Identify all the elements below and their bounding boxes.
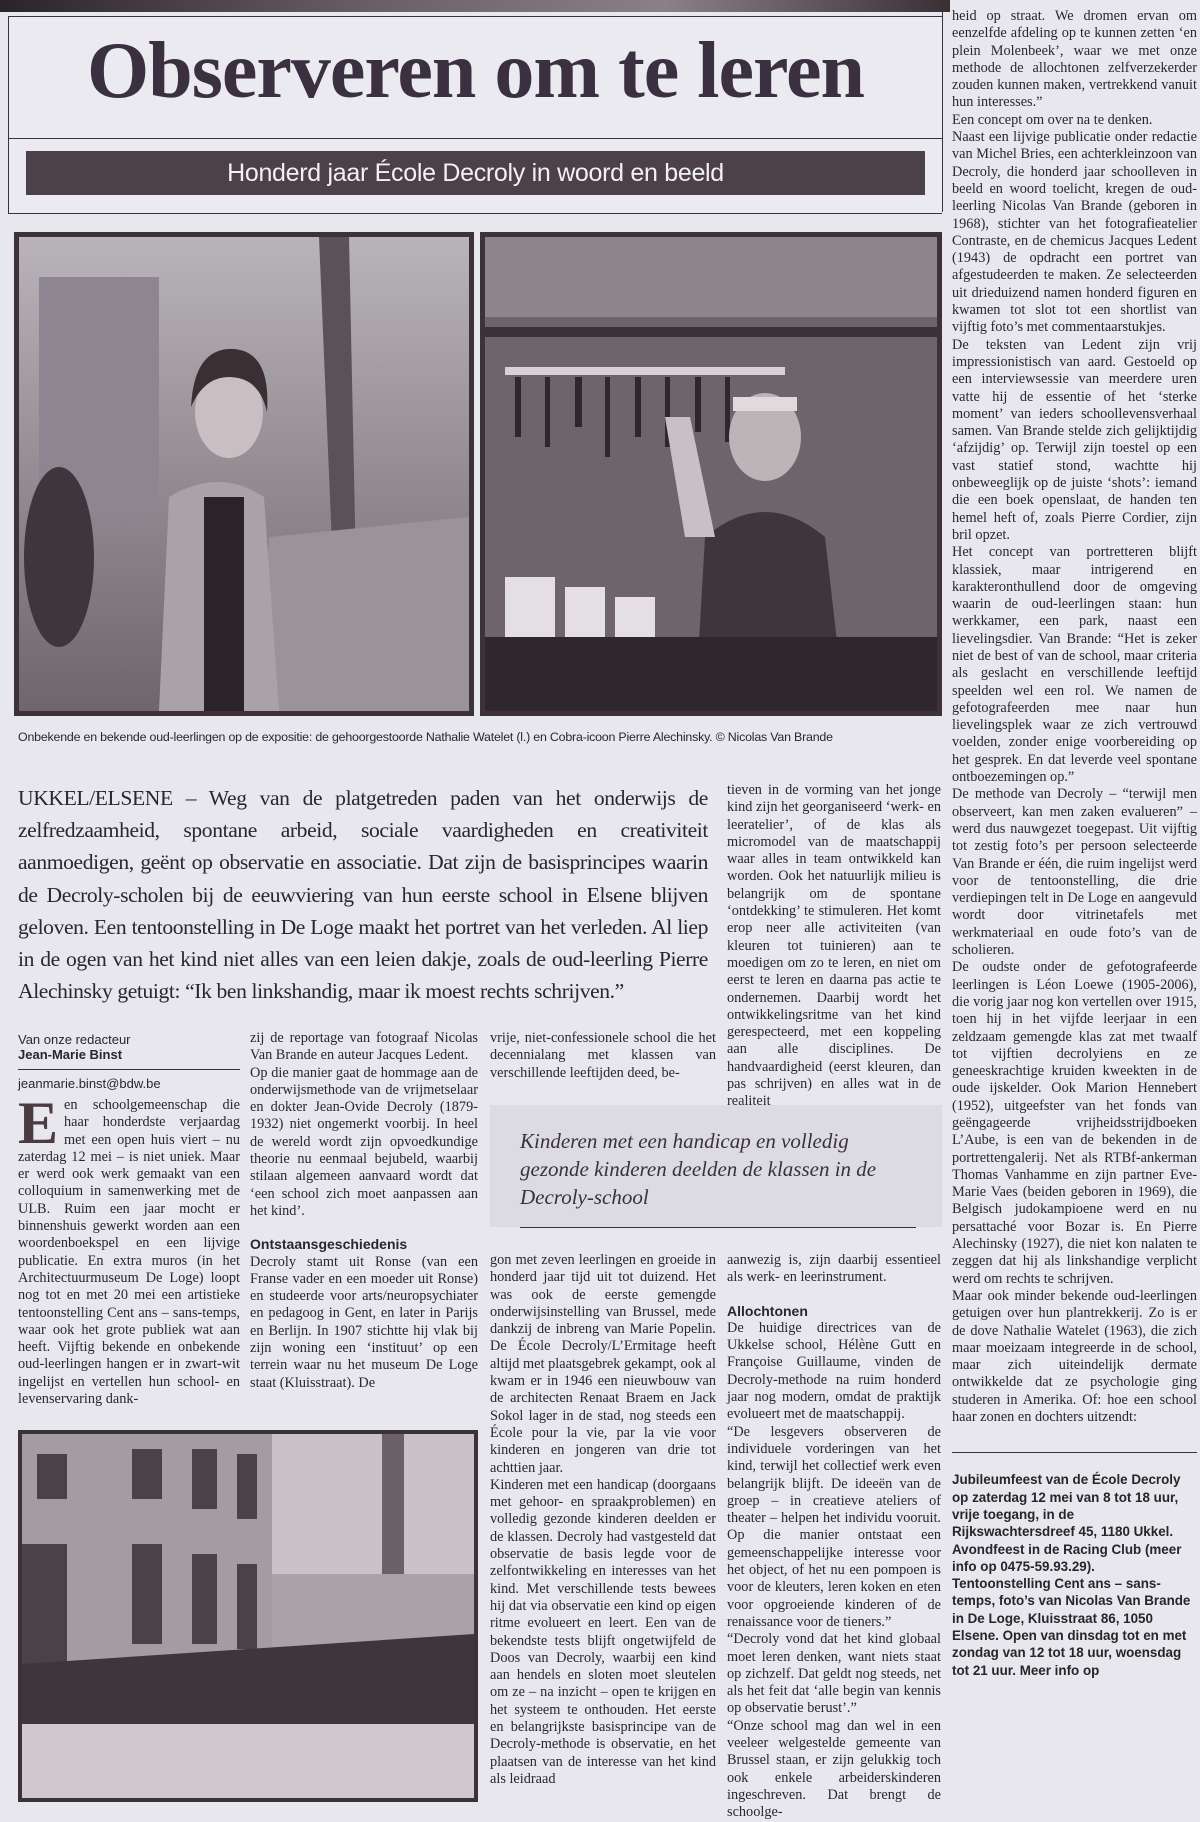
page-title: Observeren om te leren [86, 27, 865, 115]
pull-quote-divider [520, 1227, 916, 1228]
section-heading-ontstaansgeschiedenis: Ontstaansgeschiedenis [250, 1236, 408, 1253]
header-divider [9, 138, 942, 139]
event-info: Jubileumfeest van de École Decroly op zaterdag 12 mei van 8 tot 18 uur, vrije toegang, in de Rijkswachtersdreef 45, 1180 Ukkel. Avondfeest in de Racing Club (meer info op 0475-59.93.29). [952, 1472, 1182, 1574]
lead-paragraph: UKKEL/ELSENE – Weg van de platgetreden paden van het onderwijs de zelfredzaamheid, spontane arbeid, sociale vaardigheden en creativiteit aanmoedigen, geënt op observatie en associatie. Dat zijn de basisprincipes waarin de Decroly-scholen bij de eeuwviering van hun eerste school in Elsene blijven geloven. Een tentoonstelling in De Loge maakt het portret van het verleden. Al liep in de ogen van het kind niet alles van een leien dakje, zoals de oud-leerling Pierre Alechinsky getuigt: “Ik ben linkshandig, maar ik moest rechts schrijven.” [18, 786, 708, 1004]
section-heading-allochtonen: Allochtonen [727, 1302, 808, 1319]
info-divider [952, 1452, 1197, 1453]
paragraph: gon met zeven leerlingen en groeide in honderd jaar tijd uit tot duizend. Het was ook de eerste gemengde onderwijsinstelling van Brussel, mede dankzij de inbreng van Marie Popelin. De École Decroly/L’Ermitage heeft altijd met plaatsgebrek gekampt, ook al kwam er in 1946 een nieuwbouw van de architecten Renaat Braem en Jack Sokol lager in de stad, nog steeds een École pour la vie, par la vie voor kinderen en jongeren van drie tot achttien jaar. [490, 1252, 716, 1476]
paragraph: De huidige directrices van de Ukkelse school, Hélène Gutt en Françoise Guillaume, vinden de Decroly-methode na ruim honderd jaar nog modern, omdat de praktijk evolueert met de maatschappij. [727, 1319, 941, 1423]
column-rule [942, 12, 943, 212]
column-text: en schoolgemeenschap die haar honderdste verjaardag met een open huis viert – nu zaterdag 12 mei – is niet uniek. Maar er werd ook werk gemaakt van een colloquium in samenwerking met de ULB. Ruim een jaar mocht er binnenshuis gewerkt worden aan een woordenboekspel en een lijvige publicatie. En extra muros (in het Architectuurmuseum De Loge) loopt nog tot en met 20 mei een artistieke tentoonstelling Cent ans – sans-temps, waar ook het grote publiek wat aan heeft. Vijftig bekende en onbekende oud-leerlingen hangen er in zwart-wit ingelijst en vertellen hun school- en levenservaring dank- [18, 1097, 240, 1408]
article-column-4-top [727, 782, 941, 1110]
paragraph: Maar ook minder bekende oud-leerlingen getuigen over hun plantrekkerij. Zo is er de dove Nathalie Watelet (1963), die zich maar moeizaam integreerde in de school, maar zich uiteindelijk dermate ontwikkelde dat ze psychologie ging studeren in Amerika. Of: hoe een school haar zonen en dochters uitzendt: [952, 1287, 1197, 1426]
paragraph: “De lesgevers observeren de individuele vorderingen van het kind, terwijl het collectief werk even belangrijk blijft. De ideeën van de groep – in creatieve ateliers of theater – helpen het individu vooruit. Op die manier ontstaat een gemeenschappelijke interesse voor het object, of het nu een pompoen is voor de kleuters, leren koken en eten voor opgroeiende kinderen of de renaissance voor de tieners.” [727, 1423, 941, 1630]
article-column-1 [18, 1090, 240, 1415]
drop-cap: E [18, 1090, 59, 1156]
paragraph: De methode van Decroly – “terwijl men observeert, kan men zaken evalueren” – werd dus nauwgezet toegepast. Uit vijftig tot zestig foto’s per persoon selecteerde Van Brande er één, die ruim ingelijst werd voor de tentoonstelling, die drie verdiepingen telt in De Loge en aangevuld wordt door vitrinetafels met werkmateriaal en oude foto’s van de scholieren. [952, 786, 1197, 959]
paragraph: De teksten van Ledent zijn vrij impressionistisch van aard. Gestoeld op een interviewsessie van meerdere uren vatte hij de essentie of het ‘sterke moment’ van ieders schoollevensverhaal samen. Van Brande stelde zich gelijktijdig ‘afzijdig’ op. Terwijl zijn toestel op een vast statief stond, wachtte hij onbeweeglijk op de juiste ‘shots’: iemand die een boek openslaat, de handen ten hemel heft of, zoals Pierre Cordier, zijn bril opzet. [952, 336, 1197, 543]
photo-nathalie-watelet [14, 232, 474, 716]
byline [18, 1032, 240, 1091]
paragraph: vrije, niet-confessionele school die het decennialang met klassen van verschillende leeftijden deed, be- [490, 1030, 716, 1081]
photo-historical-school [18, 1430, 478, 1802]
pull-quote [490, 1105, 942, 1227]
paragraph: Op die manier gaat de hommage aan de onderwijsmethode van de vrijmetselaar en dokter Jean-Ovide Decroly (1879-1932) niet ongemerkt voorbij. In heel de wereld wordt zijn opvoedkundige theorie nu eenmaal bejubeld, waarbij stilaan algemeen aanvaard wordt dat ‘een school zich moet aanpassen aan het kind’. [250, 1064, 478, 1219]
paragraph: “Onze school mag dan wel in een veeleer welgestelde gemeente van Brussel staan, er zijn gelukkig toch ook enkele arbeiderskinderen ingeschreven. Dat brengt de schoolge- [727, 1717, 941, 1821]
paragraph: “Decroly vond dat het kind globaal moet leren denken, want niets staat op zichzelf. Dat geldt nog steeds, net als het feit dat ‘alle begin van kennis op observatie berust’.” [727, 1631, 941, 1717]
paragraph: tieven in de vorming van het jonge kind zijn het georganiseerd ‘werk- en leeratelier’, of de klas als micromodel van de maatschappij waar alles in team ontwikkeld kan worden. Ook het natuurlijk milieu is belangrijk om de spontane ‘ontdekking’ te stimuleren. Het komt erop neer alle activiteiten (van kleuren tot tuinieren) aan te moedigen om zo te leren, en niet om eerst te leren en daarna pas actie te ondernemen. Daarbij wordt het ontwikkelingsritme van het kind gerespecteerd, met een koppeling aan alle disciplines. De handvaardigheid (eerst kleuren, dan pas schrijven) en alles wat in de realiteit [727, 782, 941, 1110]
photo-pierre-alechinsky [480, 232, 942, 716]
exhibition-info: Tentoonstelling Cent ans – sans-temps, foto’s van Nicolas Van Brande in De Loge, Kluisstraat 86, 1050 Elsene. Open van dinsdag tot en met zondag van 12 tot 18 uur, woensdag tot 21 uur. Meer info op [952, 1576, 1191, 1678]
paragraph: zij de reportage van fotograaf Nicolas Van Brande en auteur Jacques Ledent. [250, 1030, 478, 1064]
paragraph: Naast een lijvige publicatie onder redactie van Michel Bries, een achterkleinzoon van Decroly, die honderd jaar schoolleven in beeld en woord toelicht, kregen de oud-leerling Nicolas Van Brande (geboren in 1968), stichter van het fotografieatelier Contraste, en de chemicus Jacques Ledent (1943) de opdracht een portret van afgestudeerden te maken. Ze selecteerden uit drieduizend namen honderd figuren en kwamen tot slot tot een shortlist van vijftig foto’s met commentaarstukjes. [952, 129, 1197, 336]
article-column-3 [490, 1252, 716, 1802]
article-column-right [952, 8, 1197, 1802]
paragraph: Decroly stamt uit Ronse (van een Franse vader en een moeder uit Ronse) en studeerde voor arts/neuropsychiater en pedagoog in Gent, en later in Parijs en Berlijn. In 1907 stichtte hij vlak bij zijn woning een ‘instituut’ op een terrein waar nu het museum De Loge staat (Kluisstraat). De [250, 1253, 478, 1391]
byline-author: Jean-Marie Binst [18, 1047, 123, 1062]
author-email-link[interactable]: jeanmarie.binst@bdw.be [18, 1076, 161, 1091]
scan-top-edge [0, 0, 950, 12]
paragraph: Kinderen met een handicap (doorgaans met gehoor- en spraakproblemen) en volledig gezonde kinderen deelden er de klassen. Decroly had vastgesteld dat observatie de basis legde voor de zelfontwikkeling en interesses van het kind. Met verschillende tests bewees hij dat via observatie een kind op eigen ritme evolueert en leert. Een van de bekendste tests blijft ongetwijfeld de Doos van Decroly, waarbij een kind aan hendels en sloten moet sleutelen om ze – na inzicht – open te krijgen en het systeem te onthouden. Het eerste en belangrijkste basisprincipe van de Decroly-methode is observatie, en het plaatsen van de interesse van het kind als leidraad [490, 1476, 716, 1787]
paragraph: heid op straat. We dromen ervan om eenzelfde afdeling op te kunnen zetten ‘en plein Molenbeek’, waar we met onze methode de allochtonen zelfverzekerder zouden kunnen maken, vertrekkend vanuit hun interesses.” [952, 8, 1197, 111]
article-column-4 [727, 1252, 941, 1821]
article-column-3-top [490, 1030, 716, 1084]
subtitle-banner: Honderd jaar École Decroly in woord en beeld [26, 151, 925, 195]
paragraph: Een concept om over na te denken. [952, 111, 1153, 128]
byline-prefix: Van onze redacteur [18, 1032, 131, 1047]
pull-quote-text: Kinderen met een handicap en volledig gezonde kinderen deelden de klassen in de Decroly-school [520, 1129, 877, 1209]
article-column-2 [250, 1030, 478, 1418]
paragraph: Het concept van portretteren blijft klassiek, maar intrigerend en karakteronthullend door de omgeving waarin de oud-leerlingen staan: hun werkkamer, een park, naast een lievelingsdier. Van Brande: “Het is zeker niet de best of van de school, maar criteria als geslacht en verschillende leeftijd speelden wel een rol. We namen de gefotografeerden mee naar hun lievelingsplek waar ze zich vertrouwd voelden, zonder enige voorbereiding op het gesprek. En dat leverde veel spontane ontboezemingen op.” [952, 544, 1197, 786]
byline-divider [18, 1069, 240, 1070]
photo-caption: Onbekende en bekende oud-leerlingen op de expositie: de gehoorgestoorde Nathalie Watelet (l.) en Cobra-icoon Pierre Alechinsky. © Nicolas Van Brande [18, 730, 833, 744]
paragraph: aanwezig is, zijn daarbij essentieel als werk- en leerinstrument. [727, 1252, 941, 1286]
article-header [8, 16, 942, 214]
paragraph: De oudste onder de gefotografeerde leerlingen is Léon Loewe (1905-2006), die vorig jaar nog kon vertellen over 1915, toen hij in het vijfde leerjaar in een zeldzaam gemengde klas zat met twaalf tot vijftien decrolyiens en ze geneeskrachtige kruiden kweekten in de oude ijskelder. Ook Marion Hennebert (1952), uitgeefster van het fonds van geëngageerde vrijheidsstrijdboeken L’Aube, is een van de bekenden in de portrettengalerij. Net als RTBf-ankerman Thomas Vanhamme en zijn partner Eve-Marie Vaes (beiden geboren in 1969), die Belgisch judokampioene werd en nu persattaché voor Bozar is. En Pierre Alechinsky (1927), die niet kon nalaten te zeggen dat hij als linkshandige verplicht werd om rechts te schrijven. [952, 959, 1197, 1287]
